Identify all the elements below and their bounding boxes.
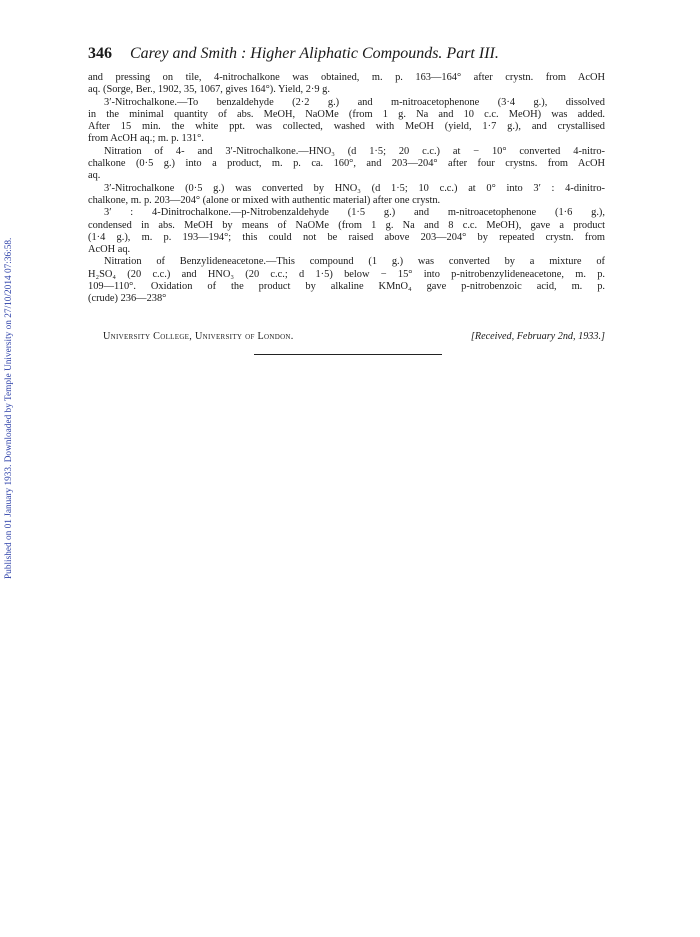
body-line: 3′ : 4-Dinitrochalkone.—p-Nitrobenzaldehyde (1·5 g.) and m-nitroacetophenone (1·6 g.), bbox=[104, 207, 605, 219]
body-line: aq. (Sorge, Ber., 1902, 35, 1067, gives 164°). Yield, 2·9 g. bbox=[88, 84, 330, 96]
body-line: (1·4 g.), m. p. 193—194°; this could not be raised above 203—204° by repeated crystn. from bbox=[88, 231, 605, 243]
affiliation: University College, University of London. bbox=[103, 331, 294, 342]
body-line: condensed in abs. MeOH by means of NaOMe (from 1 g. Na and 8 c.c. MeOH), gave a product bbox=[88, 219, 605, 231]
body-line: in the minimal quantity of abs. MeOH, NaOMe (from 1 g. Na and 10 c.c. MeOH) was added. bbox=[88, 108, 605, 120]
body-line: from AcOH aq.; m. p. 131°. bbox=[88, 133, 204, 145]
download-watermark: Published on 01 January 1933. Downloaded by Temple University on 27/10/2014 07:36:58. bbox=[4, 237, 14, 579]
running-header bbox=[88, 44, 608, 64]
body-line: chalkone, m. p. 203—204° (alone or mixed with authentic material) after one crystn. bbox=[88, 194, 441, 206]
article-body bbox=[88, 72, 605, 306]
body-line: aq. bbox=[88, 170, 101, 182]
body-line: 109—110°. Oxidation of the product by alkaline KMnO₄ gave p-nitrobenzoic acid, m. p. bbox=[88, 281, 605, 293]
end-rule bbox=[254, 354, 442, 355]
body-line: Nitration of 4- and 3′-Nitrochalkone.—HNO₃ (d 1·5; 20 c.c.) at − 10° converted 4-nitro- bbox=[104, 145, 605, 157]
page-number: 346 bbox=[88, 45, 112, 62]
body-line: 3′-Nitrochalkone.—To benzaldehyde (2·2 g.) and m-nitroacetophenone (3·4 g.), dissolved bbox=[104, 96, 605, 108]
body-line: chalkone (0·5 g.) into a product, m. p. ca. 160°, and 203—204° after four crystns. from AcOH bbox=[88, 158, 605, 170]
running-title: Carey and Smith : Higher Aliphatic Compounds. Part III. bbox=[130, 45, 499, 62]
body-line: AcOH aq. bbox=[88, 244, 131, 256]
body-line: (crude) 236—238° bbox=[88, 293, 167, 305]
body-line: and pressing on tile, 4-nitrochalkone was obtained, m. p. 163—164° after crystn. from AcOH bbox=[88, 72, 605, 83]
body-line: H₂SO₄ (20 c.c.) and HNO₃ (20 c.c.; d 1·5) below − 15° into p-nitrobenzylideneacetone, m. p. bbox=[88, 268, 605, 280]
body-line: After 15 min. the white ppt. was collected, washed with MeOH (yield, 1·7 g.), and crystallised bbox=[88, 121, 605, 133]
body-line: Nitration of Benzylideneacetone.—This compound (1 g.) was converted by a mixture of bbox=[104, 256, 605, 268]
received-date: [Received, February 2nd, 1933.] bbox=[470, 331, 605, 342]
body-line: 3′-Nitrochalkone (0·5 g.) was converted by HNO₃ (d 1·5; 10 c.c.) at 0° into 3′ : 4-dinitro- bbox=[104, 182, 605, 194]
article-footer bbox=[103, 331, 605, 343]
